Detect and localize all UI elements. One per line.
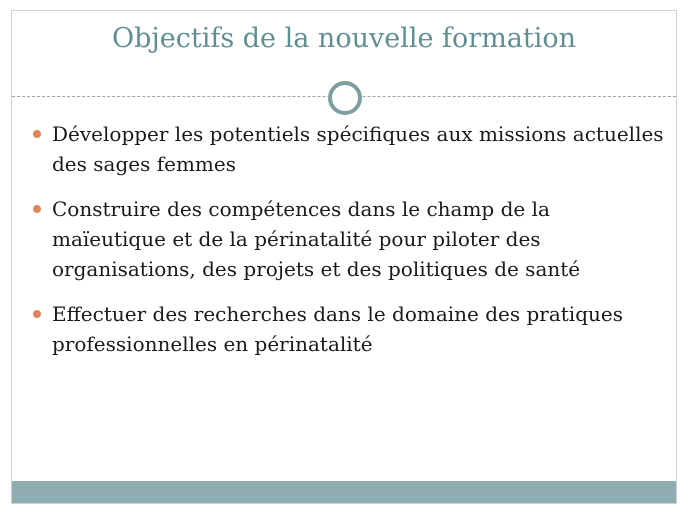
slide	[11, 10, 677, 504]
bullet-item	[30, 299, 670, 359]
bullet-text: Développer les potentiels spécifiques aux missions actuelles des sages femmes	[52, 122, 664, 176]
round-bullet-icon	[33, 205, 41, 213]
bullet-text: Effectuer des recherches dans le domaine des pratiques professionnelles en périnatalité	[52, 302, 623, 356]
round-bullet-icon	[33, 130, 41, 138]
bullet-item	[30, 194, 670, 284]
bullet-item	[30, 119, 670, 179]
slide-title: Objectifs de la nouvelle formation	[111, 23, 577, 54]
round-bullet-icon	[33, 310, 41, 318]
bullet-list	[30, 119, 670, 374]
footer-bar	[12, 481, 676, 503]
circle-ornament-icon	[328, 81, 362, 115]
bullet-text: Construire des compétences dans le champ de la maïeutique et de la périnatalité pour piloter des organisations, des projets et des politiques de santé	[52, 197, 581, 281]
